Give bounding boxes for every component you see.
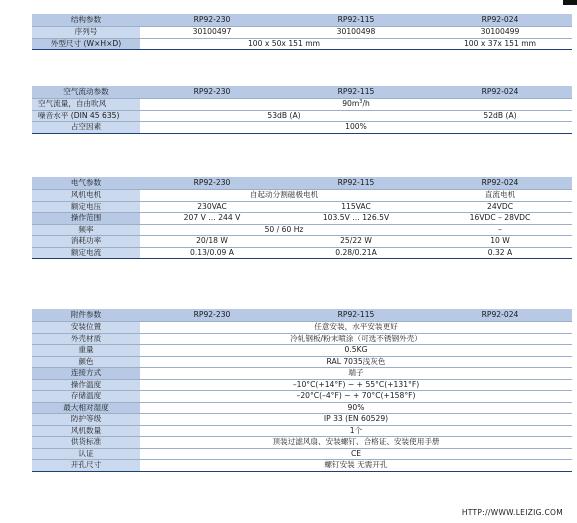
header-cell: RP92-024 — [428, 14, 572, 27]
cell: 30100499 — [428, 27, 572, 39]
row-label: 防护等级 — [32, 414, 140, 426]
table-row — [32, 379, 572, 391]
accessory-params-table — [32, 309, 572, 472]
table-row — [32, 368, 572, 380]
cell: 螺钉安装 无需开孔 — [140, 460, 572, 472]
row-label: 外壳材质 — [32, 333, 140, 345]
cell: 20/18 W — [140, 236, 284, 248]
cell: 30100497 — [140, 27, 284, 39]
table-row — [32, 345, 572, 357]
table-row — [32, 190, 572, 202]
cell: 冷轧钢板/粉末喷涂（可选不锈钢外壳） — [140, 333, 572, 345]
table-row — [32, 201, 572, 213]
cell: 端子 — [140, 368, 572, 380]
cell: 24VDC — [428, 201, 572, 213]
row-label: 连接方式 — [32, 368, 140, 380]
cell: 100 x 50x 151 mm — [140, 38, 428, 50]
corner-mark — [563, 0, 577, 5]
header-cell: RP92-230 — [140, 14, 284, 27]
row-label: 开孔尺寸 — [32, 460, 140, 472]
table-header-row — [32, 309, 572, 322]
cell: IP 33 (EN 60529) — [140, 414, 572, 426]
row-label: 空气流量，自由吹风 — [32, 99, 140, 111]
header-cell: RP92-115 — [284, 14, 428, 27]
row-label: 认证 — [32, 448, 140, 460]
row-label: 风机数量 — [32, 425, 140, 437]
cell: 任意安装，水平安装更好 — [140, 322, 572, 334]
header-cell: 附件参数 — [32, 309, 140, 322]
website-url: HTTP://WWW.LEIZIG.COM — [461, 508, 563, 517]
table-row — [32, 27, 572, 39]
table-header-row — [32, 177, 572, 190]
cell: 30100498 — [284, 27, 428, 39]
table-row — [32, 356, 572, 368]
table-row — [32, 224, 572, 236]
cell: 53dB (A) — [140, 110, 428, 122]
table-row — [32, 247, 572, 259]
cell: 0.32 A — [428, 247, 572, 259]
row-label: 消耗功率 — [32, 236, 140, 248]
cell: 0.13/0.09 A — [140, 247, 284, 259]
header-cell: 电气参数 — [32, 177, 140, 190]
airflow-params-table — [32, 86, 572, 134]
table-row — [32, 213, 572, 225]
row-label: 操作温度 — [32, 379, 140, 391]
table-row — [32, 333, 572, 345]
table-row — [32, 110, 572, 122]
row-label: 噪音水平 (DIN 45 635) — [32, 110, 140, 122]
table-row — [32, 99, 572, 111]
cell: 自起动分割磁极电机 — [140, 190, 428, 202]
electrical-params-table — [32, 177, 572, 259]
table-row — [32, 425, 572, 437]
row-label: 外型尺寸 (W×H×D) — [32, 38, 140, 50]
header-cell: RP92-115 — [284, 86, 428, 99]
cell: 103.5V … 126.5V — [284, 213, 428, 225]
header-cell: RP92-024 — [428, 177, 572, 190]
structure-params-table — [32, 14, 572, 50]
row-label: 序列号 — [32, 27, 140, 39]
header-cell: 结构参数 — [32, 14, 140, 27]
cell: CE — [140, 448, 572, 460]
cell: 100% — [140, 122, 572, 134]
row-label: 占空因素 — [32, 122, 140, 134]
cell: 10 W — [428, 236, 572, 248]
header-cell: RP92-115 — [284, 309, 428, 322]
header-cell: RP92-230 — [140, 86, 284, 99]
row-label: 供货标准 — [32, 437, 140, 449]
row-label: 最大相对湿度 — [32, 402, 140, 414]
cell: 52dB (A) — [428, 110, 572, 122]
cell: RAL 7035浅灰色 — [140, 356, 572, 368]
header-cell: 空气流动参数 — [32, 86, 140, 99]
table-row — [32, 391, 572, 403]
header-cell: RP92-024 — [428, 86, 572, 99]
table-row — [32, 236, 572, 248]
table-row — [32, 448, 572, 460]
row-label: 颜色 — [32, 356, 140, 368]
cell: –20°C(–4°F) ~ + 70°C(+158°F) — [140, 391, 572, 403]
cell: 16VDC – 28VDC — [428, 213, 572, 225]
cell: 1个 — [140, 425, 572, 437]
airflow-value: $90m^3/h$ — [140, 99, 572, 111]
row-label: 频率 — [32, 224, 140, 236]
cell: – — [428, 224, 572, 236]
cell: 直流电机 — [428, 190, 572, 202]
table-row — [32, 402, 572, 414]
cell: 207 V … 244 V — [140, 213, 284, 225]
table-row — [32, 460, 572, 472]
cell: –10°C(+14°F) ~ + 55°C(+131°F) — [140, 379, 572, 391]
table-row — [32, 122, 572, 134]
row-label: 额定电压 — [32, 201, 140, 213]
cell: 顶装过滤风扇、安装螺钉、合格证、安装使用手册 — [140, 437, 572, 449]
row-label: 额定电流 — [32, 247, 140, 259]
row-label: 风机电机 — [32, 190, 140, 202]
header-cell: RP92-024 — [428, 309, 572, 322]
header-cell: RP92-230 — [140, 177, 284, 190]
cell: 100 x 37x 151 mm — [428, 38, 572, 50]
cell: 0.5KG — [140, 345, 572, 357]
table-row — [32, 322, 572, 334]
row-label: 安装位置 — [32, 322, 140, 334]
table-header-row — [32, 14, 572, 27]
table-row — [32, 437, 572, 449]
row-label: 重量 — [32, 345, 140, 357]
row-label: 存储温度 — [32, 391, 140, 403]
cell: 50 / 60 Hz — [140, 224, 428, 236]
header-cell: RP92-115 — [284, 177, 428, 190]
cell: 90% — [140, 402, 572, 414]
header-cell: RP92-230 — [140, 309, 284, 322]
cell: 115VAC — [284, 201, 428, 213]
table-row — [32, 414, 572, 426]
cell: 0.28/0.21A — [284, 247, 428, 259]
row-label: 操作范围 — [32, 213, 140, 225]
cell: 230VAC — [140, 201, 284, 213]
cell: 25/22 W — [284, 236, 428, 248]
table-header-row — [32, 86, 572, 99]
table-row — [32, 38, 572, 50]
